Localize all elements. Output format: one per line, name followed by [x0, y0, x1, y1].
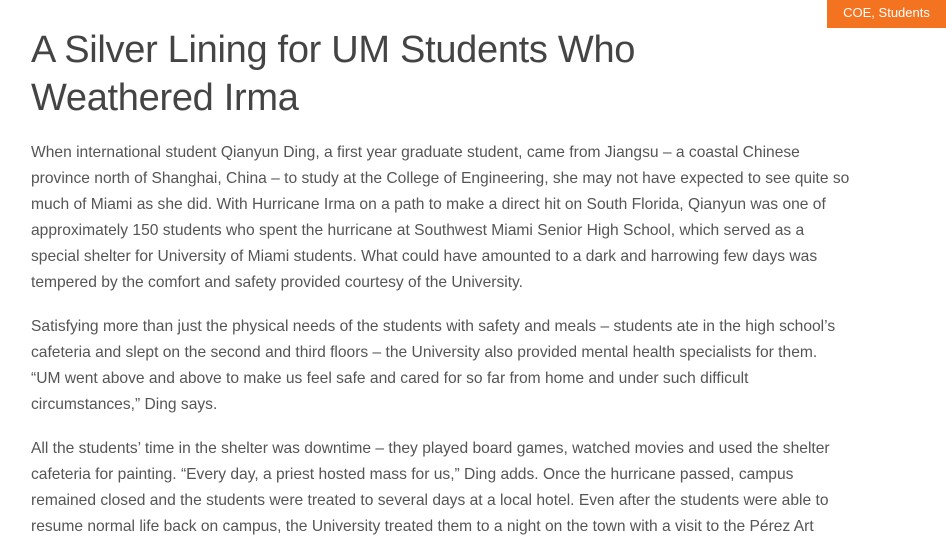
- title-line: Weathered Irma: [31, 77, 299, 119]
- title-line: A Silver Lining for UM Students Who: [31, 29, 636, 71]
- text-line: When international student Qianyun Ding, a first year graduate student, came from Jiangsu – a coastal Chinese: [31, 144, 800, 161]
- text-line: tempered by the comfort and safety provided courtesy of the University.: [31, 274, 524, 291]
- text-line: resume normal life back on campus, the University treated them to a night on the town with a visit to the Pérez Art: [31, 518, 814, 535]
- text-line: remained closed and the students were treated to several days at a local hotel. Even after the students were able to: [31, 492, 829, 509]
- article-body: [31, 140, 936, 558]
- text-line: All the students’ time in the shelter was downtime – they played board games, watched movies and used the shelter: [31, 440, 830, 457]
- text-line: approximately 150 students who spent the hurricane at Southwest Miami Senior High School, which served as a: [31, 222, 805, 239]
- text-line: Satisfying more than just the physical needs of the students with safety and meals – students ate in the high school’s: [31, 318, 836, 335]
- paragraph: [31, 140, 936, 296]
- text-line: circumstances,” Ding says.: [31, 396, 218, 413]
- text-line: much of Miami as she did. With Hurricane Irma on a path to make a direct hit on South Florida, Qianyun was one of: [31, 196, 826, 213]
- category-badge[interactable]: COE, Students: [827, 0, 946, 28]
- text-line: “UM went above and above to make us feel safe and cared for so far from home and under such difficult: [31, 370, 749, 387]
- article-title: [31, 26, 635, 122]
- text-line: special shelter for University of Miami students. What could have amounted to a dark and harrowing few days was: [31, 248, 818, 265]
- text-line: cafeteria and slept on the second and third floors – the University also provided mental health specialists for them.: [31, 344, 818, 361]
- text-line: province north of Shanghai, China – to study at the College of Engineering, she may not have expected to see quite so: [31, 170, 850, 187]
- paragraph: [31, 436, 936, 540]
- text-line: cafeteria for painting. “Every day, a priest hosted mass for us,” Ding adds. Once the hurricane passed, campus: [31, 466, 794, 483]
- paragraph: [31, 314, 936, 418]
